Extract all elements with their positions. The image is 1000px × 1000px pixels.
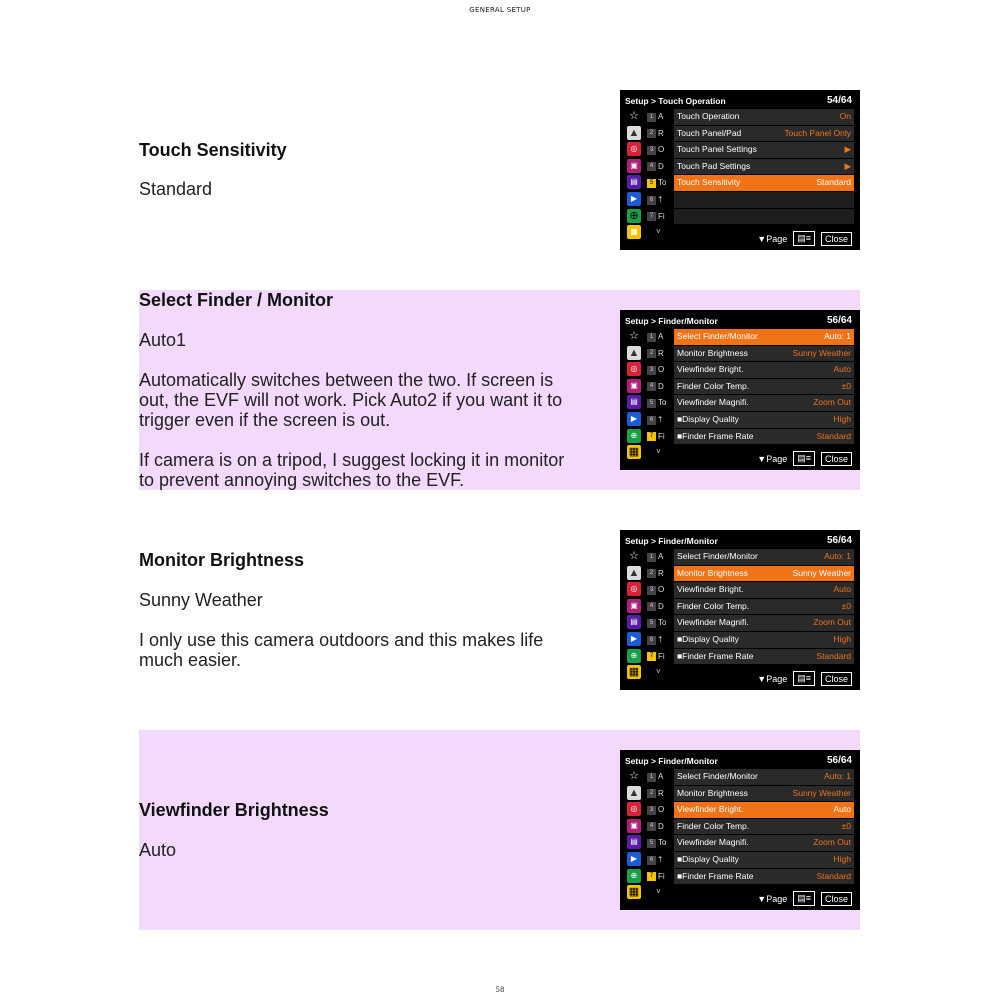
page-tab-number: 4	[647, 602, 656, 611]
menu-row-value: High	[833, 413, 851, 424]
menu-page-tab[interactable]	[647, 348, 671, 365]
page-tab-number: 2	[647, 349, 656, 358]
page-tab-letter: D	[658, 381, 664, 391]
menu-row[interactable]	[674, 395, 854, 411]
page-tab-letter: R	[658, 788, 664, 798]
menu-footer	[757, 451, 852, 466]
menu-page-tab[interactable]	[647, 144, 671, 161]
menu-rows	[674, 329, 854, 445]
page-tab-number: 6	[647, 856, 656, 865]
menu-row-label: Monitor Brightness	[677, 787, 748, 798]
menu-row-label: Finder Color Temp.	[677, 600, 750, 611]
menu-row-label: ■Display Quality	[677, 413, 739, 424]
menu-row[interactable]	[674, 649, 854, 665]
menu-page-tab[interactable]	[647, 568, 671, 585]
menu-page-tab[interactable]	[647, 397, 671, 414]
menu-page-tab[interactable]	[647, 551, 671, 568]
section-text-line: Sunny Weather	[139, 590, 263, 610]
network-icon[interactable]: ⊕	[627, 429, 641, 443]
page-tab-letter: †	[658, 194, 663, 204]
exposure-icon[interactable]: ▣	[627, 599, 641, 613]
menu-row-value: High	[833, 853, 851, 864]
page-tab-letter: Fi	[658, 651, 665, 661]
menu-row-label: Viewfinder Magnifi.	[677, 617, 749, 628]
menu-page-count: 56/64	[826, 755, 852, 766]
playback-icon[interactable]: ▶	[627, 632, 641, 646]
playback-icon[interactable]: ▶	[627, 852, 641, 866]
page-tab-letter: A	[658, 332, 664, 341]
menu-button-icon[interactable]: ▤≡	[793, 671, 815, 686]
menu-row-label: Touch Pad Settings	[677, 160, 751, 171]
menu-row-label: Touch Panel Settings	[677, 144, 757, 155]
menu-page-tab[interactable]	[647, 871, 671, 888]
menu-rows	[674, 109, 854, 225]
menu-row[interactable]	[674, 109, 854, 125]
section-title: Viewfinder Brightness	[139, 800, 329, 820]
menu-row-label: Viewfinder Bright.	[677, 364, 744, 375]
page-tab-letter: A	[658, 552, 664, 561]
menu-row-label: ■Finder Frame Rate	[677, 430, 754, 441]
page-button[interactable]: ▼Page	[757, 673, 788, 684]
camera-menu-screen	[620, 90, 860, 250]
menu-category-icons	[625, 109, 643, 242]
page-tab-number: 1	[647, 333, 656, 342]
menu-row[interactable]	[674, 869, 854, 885]
star-icon[interactable]: ☆	[629, 770, 639, 782]
menu-row[interactable]	[674, 159, 854, 175]
section-text-line: I only use this camera outdoors and this makes life	[139, 630, 544, 650]
menu-row-value: Zoom Out	[813, 617, 851, 628]
menu-row-value: Auto: 1	[824, 331, 851, 341]
menu-page-tab[interactable]	[647, 634, 671, 651]
menu-row[interactable]	[674, 632, 854, 648]
menu-row-label: ■Display Quality	[677, 633, 739, 644]
camera-icon[interactable]: ◎	[627, 362, 641, 376]
page-tab-number: 6	[647, 196, 656, 205]
menu-page-tab[interactable]	[647, 788, 671, 805]
menu-row-value: ±0	[841, 600, 851, 611]
menu-row-value: ▶	[844, 160, 851, 171]
menu-row[interactable]	[674, 142, 854, 158]
menu-page-tab[interactable]	[647, 431, 671, 448]
menu-path: Setup > Finder/Monitor	[625, 316, 718, 326]
section-text-line: Auto	[139, 840, 177, 860]
page-number: 58	[495, 986, 505, 994]
menu-row[interactable]	[674, 769, 854, 785]
star-icon[interactable]: ☆	[629, 550, 639, 562]
menu-page-tab[interactable]	[647, 364, 671, 381]
menu-page-tab[interactable]	[647, 601, 671, 618]
menu-rows	[674, 549, 854, 665]
menu-row-value: High	[833, 633, 851, 644]
home-icon[interactable]: ▲	[628, 346, 640, 359]
section-text-line: out, the EVF will not work. Pick Auto2 if you want it to	[139, 390, 563, 410]
page-tab-number: 5	[647, 619, 656, 628]
menu-page-tab[interactable]	[647, 331, 671, 348]
section-text-line: trigger even if the screen is out.	[139, 410, 391, 430]
page-tab-number: 7	[647, 872, 656, 881]
page-tab-number: 3	[647, 586, 656, 595]
page-tab-number: 5	[647, 179, 656, 188]
page-tab-number: 4	[647, 822, 656, 831]
focus-icon[interactable]: ▤	[627, 395, 641, 409]
menu-row-value: Touch Panel Only	[784, 127, 851, 138]
section-monitor-brightness	[139, 520, 860, 700]
menu-row[interactable]	[674, 412, 854, 428]
menu-row[interactable]	[674, 429, 854, 445]
star-icon[interactable]: ☆	[629, 110, 639, 122]
menu-row-value: Standard	[816, 177, 851, 188]
chevron-down-icon: ˅	[656, 887, 661, 896]
menu-row-value: ±0	[841, 820, 851, 831]
menu-page-tab[interactable]	[647, 128, 671, 145]
menu-row-label: Select Finder/Monitor	[677, 551, 758, 561]
menu-page-tab[interactable]	[647, 804, 671, 821]
section-text-line: If camera is on a tripod, I suggest locking it in monitor	[139, 450, 565, 470]
menu-row[interactable]	[674, 346, 854, 362]
menu-row-label: ■Display Quality	[677, 853, 739, 864]
close-button[interactable]: Close	[821, 672, 852, 686]
page-tab-number: 5	[647, 399, 656, 408]
menu-button-icon[interactable]: ▤≡	[793, 891, 815, 906]
menu-row[interactable]	[674, 329, 854, 345]
menu-row-value: Auto: 1	[824, 771, 851, 781]
page-tab-number: 6	[647, 636, 656, 645]
page-button[interactable]: ▼Page	[757, 893, 788, 904]
focus-icon[interactable]: ▤	[627, 175, 641, 189]
page-tab-number: 2	[647, 789, 656, 798]
page-tab-number: 2	[647, 569, 656, 578]
playback-icon[interactable]: ▶	[627, 412, 641, 426]
camera-icon[interactable]: ◎	[627, 802, 641, 816]
menu-row[interactable]	[674, 835, 854, 851]
close-button[interactable]: Close	[821, 232, 852, 246]
menu-row-value: Sunny Weather	[792, 567, 851, 578]
page-tab-letter: A	[658, 112, 664, 121]
menu-row[interactable]	[674, 192, 854, 208]
menu-page-tab[interactable]	[647, 381, 671, 398]
menu-row[interactable]	[674, 126, 854, 142]
chevron-down-icon: ˅	[656, 227, 661, 236]
menu-row-value: Auto	[833, 584, 851, 595]
page-button[interactable]: ▼Page	[757, 233, 788, 244]
menu-row-label: Monitor Brightness	[677, 567, 748, 578]
page-tab-letter: †	[658, 414, 663, 424]
network-icon[interactable]: ⊕	[627, 649, 641, 663]
section-text-line: much easier.	[139, 650, 242, 670]
menu-page-tab[interactable]	[647, 771, 671, 788]
menu-row-label: Monitor Brightness	[677, 347, 748, 358]
menu-row-label: Viewfinder Bright.	[677, 804, 744, 815]
menu-footer	[757, 671, 852, 686]
menu-page-tab[interactable]	[647, 177, 671, 194]
menu-page-tabs	[647, 331, 671, 447]
page-tab-letter: D	[658, 161, 664, 171]
page-tab-number: 6	[647, 416, 656, 425]
menu-row-label: Viewfinder Magnifi.	[677, 397, 749, 408]
section-select-finder-monitor	[139, 290, 860, 490]
section-text-line: to prevent annoying switches to the EVF.	[139, 470, 465, 490]
toolbox-icon[interactable]: ▦	[628, 886, 640, 899]
menu-row[interactable]	[674, 802, 854, 818]
exposure-icon[interactable]: ▣	[627, 159, 641, 173]
page-tab-number: 4	[647, 382, 656, 391]
exposure-icon[interactable]: ▣	[627, 819, 641, 833]
menu-row-label: Touch Panel/Pad	[677, 127, 742, 138]
page-tab-letter: D	[658, 821, 664, 831]
menu-page-tabs	[647, 551, 671, 667]
toolbox-icon[interactable]: ▦	[628, 666, 640, 679]
menu-row[interactable]	[674, 362, 854, 378]
section-title: Touch Sensitivity	[139, 140, 287, 160]
menu-row-label: ■Finder Frame Rate	[677, 650, 754, 661]
menu-row-label: Select Finder/Monitor	[677, 331, 758, 341]
section-title: Select Finder / Monitor	[139, 290, 334, 310]
page-header: GENERAL SETUP	[469, 6, 531, 14]
page-tab-letter: Fi	[658, 431, 665, 441]
menu-row[interactable]	[674, 852, 854, 868]
menu-page-tab[interactable]	[647, 837, 671, 854]
menu-button-icon[interactable]: ▤≡	[793, 451, 815, 466]
page-tab-letter: A	[658, 772, 664, 781]
menu-row[interactable]	[674, 786, 854, 802]
toolbox-icon[interactable]: ▦	[627, 225, 641, 239]
menu-page-tab[interactable]	[647, 584, 671, 601]
menu-row-value: Standard	[816, 430, 851, 441]
page-tab-number: 7	[647, 652, 656, 661]
menu-row-value: Auto	[833, 364, 851, 375]
menu-page-tabs	[647, 771, 671, 887]
menu-row-value: ±0	[841, 380, 851, 391]
menu-page-count: 54/64	[826, 95, 852, 106]
menu-row-value: Sunny Weather	[792, 347, 851, 358]
menu-button-icon[interactable]: ▤≡	[793, 231, 815, 246]
exposure-icon[interactable]: ▣	[627, 379, 641, 393]
page-tab-number: 1	[647, 773, 656, 782]
star-icon[interactable]: ☆	[629, 330, 639, 342]
menu-footer	[757, 231, 852, 246]
menu-row[interactable]	[674, 819, 854, 835]
page-tab-number: 7	[647, 212, 656, 221]
menu-page-tab[interactable]	[647, 414, 671, 431]
camera-menu-screen	[620, 530, 860, 690]
menu-page-tab[interactable]	[647, 111, 671, 128]
close-button[interactable]: Close	[821, 892, 852, 906]
menu-path: Setup > Touch Operation	[625, 96, 726, 106]
page-tab-number: 3	[647, 366, 656, 375]
menu-category-icons	[625, 329, 643, 462]
page-tab-letter: R	[658, 568, 664, 578]
menu-row-label: Finder Color Temp.	[677, 820, 750, 831]
menu-page-tab[interactable]	[647, 617, 671, 634]
page-tab-number: 1	[647, 113, 656, 122]
menu-row-value: Standard	[816, 650, 851, 661]
menu-row-value: On	[839, 111, 851, 121]
menu-row-value: Sunny Weather	[792, 787, 851, 798]
menu-row-label: Viewfinder Magnifi.	[677, 837, 749, 848]
menu-page-tab[interactable]	[647, 854, 671, 871]
menu-row-label: Select Finder/Monitor	[677, 771, 758, 781]
page-tab-letter: †	[658, 634, 663, 644]
section-viewfinder-brightness	[139, 730, 860, 930]
menu-row-value: Zoom Out	[813, 837, 851, 848]
close-button[interactable]: Close	[821, 452, 852, 466]
menu-page-tab[interactable]	[647, 194, 671, 211]
home-icon[interactable]: ▲	[628, 566, 640, 579]
chevron-down-icon: ˅	[656, 667, 661, 676]
page-tab-letter: To	[658, 398, 667, 408]
page-tab-letter: R	[658, 348, 664, 358]
camera-icon[interactable]: ◎	[627, 582, 641, 596]
section-touch-sensitivity	[139, 80, 860, 270]
menu-row-label: Finder Color Temp.	[677, 380, 750, 391]
page-tab-letter: To	[658, 178, 667, 188]
menu-row[interactable]	[674, 175, 854, 191]
focus-icon[interactable]: ▤	[627, 835, 641, 849]
camera-icon[interactable]: ◎	[627, 142, 641, 156]
menu-row-value: Auto: 1	[824, 551, 851, 561]
menu-rows	[674, 769, 854, 885]
menu-row-value: Standard	[816, 870, 851, 881]
menu-category-icons	[625, 549, 643, 682]
page-tab-number: 1	[647, 553, 656, 562]
section-text-line: Auto1	[139, 330, 187, 350]
chevron-down-icon: ˅	[656, 447, 661, 456]
page-tab-letter: O	[658, 145, 665, 155]
menu-row-value: ▶	[844, 144, 851, 155]
menu-row-value: Auto	[833, 804, 851, 815]
menu-page-tab[interactable]	[647, 161, 671, 178]
menu-row[interactable]	[674, 582, 854, 598]
menu-row[interactable]	[674, 209, 854, 225]
toolbox-icon[interactable]: ▦	[628, 446, 640, 459]
menu-page-count: 56/64	[826, 535, 852, 546]
home-icon[interactable]: ▲	[628, 126, 640, 139]
menu-row[interactable]	[674, 549, 854, 565]
focus-icon[interactable]: ▤	[627, 615, 641, 629]
page-tab-letter: O	[658, 585, 665, 595]
menu-page-tabs	[647, 111, 671, 227]
page-tab-letter: To	[658, 618, 667, 628]
section-title: Monitor Brightness	[139, 550, 304, 570]
page-tab-letter: R	[658, 128, 664, 138]
page-tab-number: 5	[647, 839, 656, 848]
home-icon[interactable]: ▲	[628, 786, 640, 799]
page-tab-number: 7	[647, 432, 656, 441]
menu-path: Setup > Finder/Monitor	[625, 536, 718, 546]
menu-page-tab[interactable]	[647, 821, 671, 838]
menu-page-tab[interactable]	[647, 211, 671, 228]
page-tab-letter: Fi	[658, 871, 665, 881]
page-button[interactable]: ▼Page	[757, 453, 788, 464]
menu-row[interactable]	[674, 615, 854, 631]
menu-row-label: Touch Sensitivity	[677, 177, 741, 188]
network-icon[interactable]: ⊕	[627, 869, 641, 883]
section-text-line: Standard	[139, 179, 213, 199]
menu-footer	[757, 891, 852, 906]
menu-path: Setup > Finder/Monitor	[625, 756, 718, 766]
playback-icon[interactable]: ▶	[627, 192, 641, 206]
page-tab-letter: Fi	[658, 211, 665, 221]
menu-row-value: Zoom Out	[813, 397, 851, 408]
menu-page-count: 56/64	[826, 315, 852, 326]
menu-row[interactable]	[674, 566, 854, 582]
menu-page-tab[interactable]	[647, 651, 671, 668]
camera-menu-screen	[620, 750, 860, 910]
camera-menu-screen	[620, 310, 860, 470]
page-tab-number: 3	[647, 146, 656, 155]
menu-row-label: ■Finder Frame Rate	[677, 870, 754, 881]
page-tab-number: 3	[647, 806, 656, 815]
page-tab-letter: D	[658, 601, 664, 611]
page-tab-letter: O	[658, 365, 665, 375]
page-tab-letter: To	[658, 838, 667, 848]
page-tab-letter: †	[658, 854, 663, 864]
page-tab-letter: O	[658, 805, 665, 815]
menu-row[interactable]	[674, 599, 854, 615]
page-tab-number: 2	[647, 129, 656, 138]
network-icon[interactable]: ⊕	[627, 209, 641, 223]
page-tab-number: 4	[647, 162, 656, 171]
menu-category-icons	[625, 769, 643, 902]
section-text-line: Automatically switches between the two. If screen is	[139, 370, 554, 390]
menu-row-label: Viewfinder Bright.	[677, 584, 744, 595]
menu-row[interactable]	[674, 379, 854, 395]
menu-row-label: Touch Operation	[677, 111, 740, 121]
